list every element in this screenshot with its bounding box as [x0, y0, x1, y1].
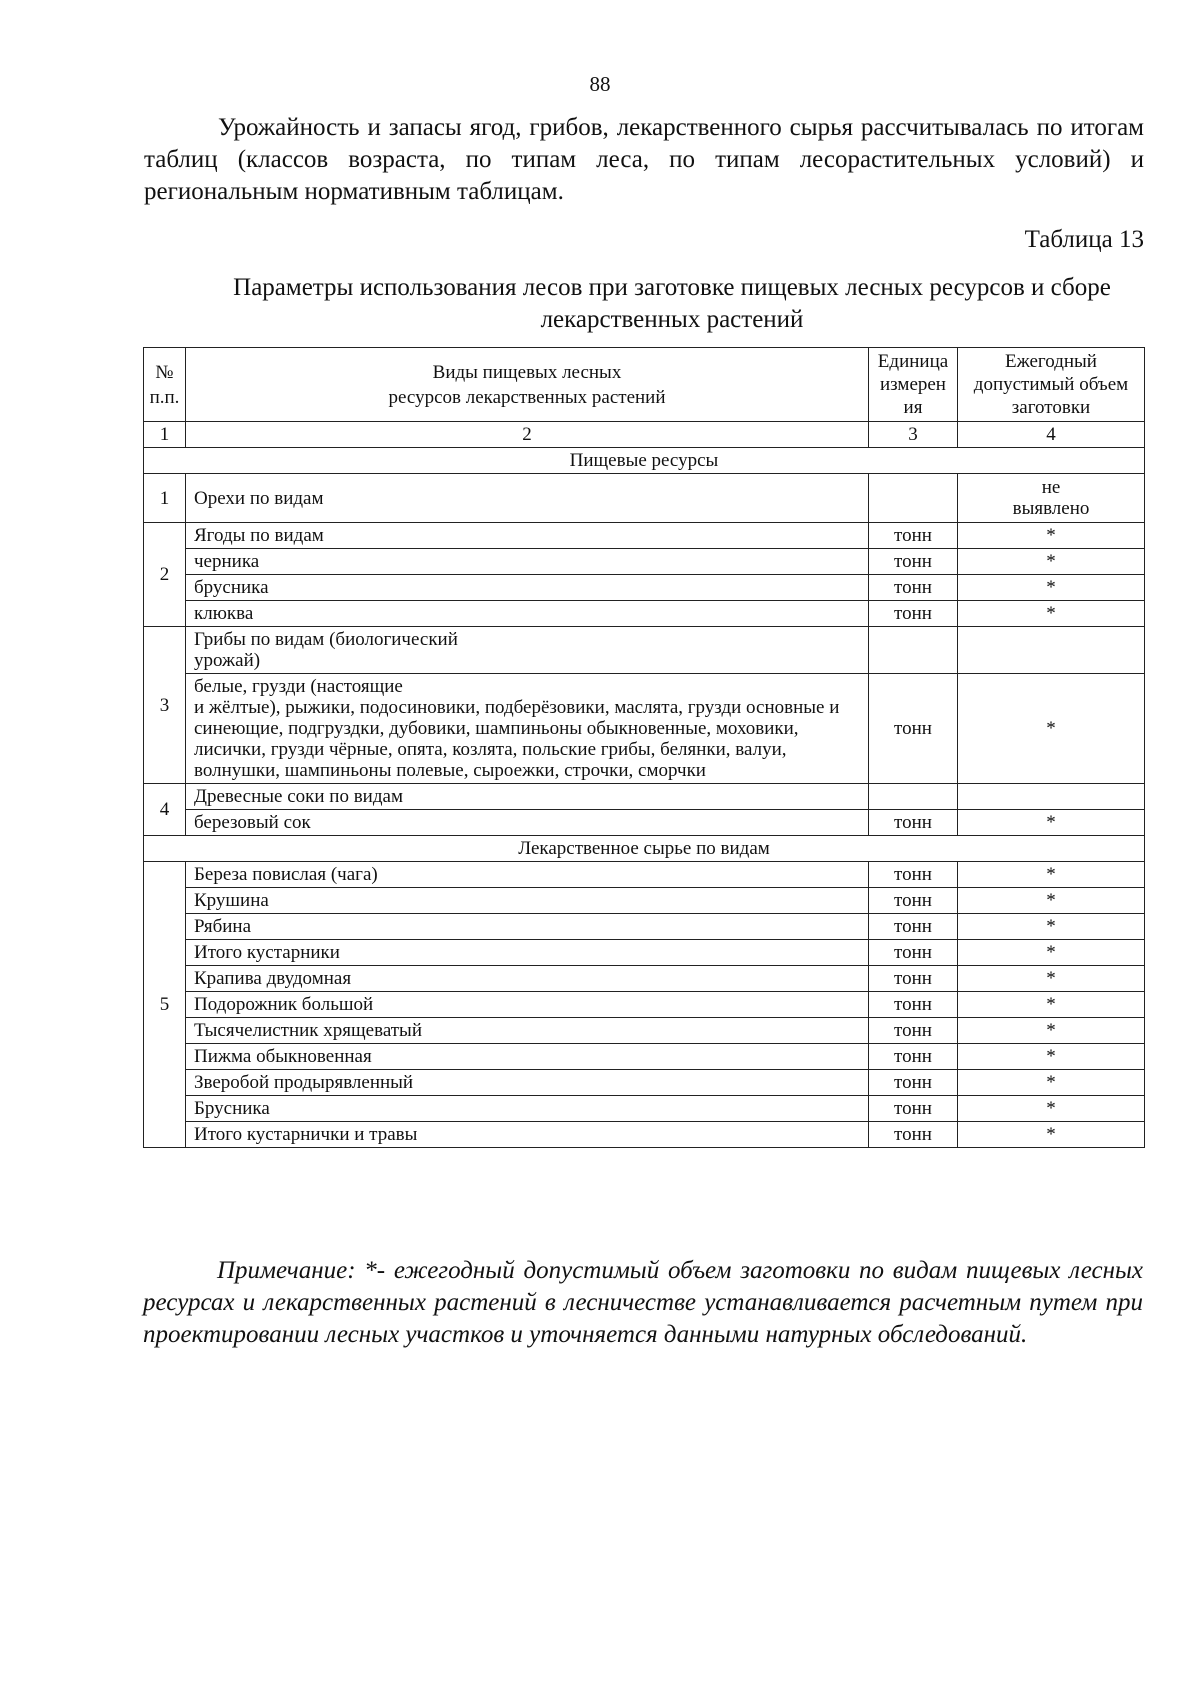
resource-unit: тонн: [869, 575, 958, 601]
table-title: Параметры использования лесов при заготовке пищевых лесных ресурсов и сборе лекарственных растений: [233, 274, 1111, 333]
resource-unit: тонн: [869, 1122, 958, 1148]
row-number: 5: [144, 862, 186, 1148]
page-number: 88: [589, 72, 611, 96]
resource-name: Тысячелистник хрящеватый: [186, 1018, 869, 1044]
resources-table: [143, 347, 1145, 1148]
table-header-row: [144, 348, 1145, 422]
table-row: [144, 914, 1145, 940]
resource-name: Грибы по видам (биологический урожай): [186, 627, 869, 674]
resource-name: черника: [186, 549, 869, 575]
resource-name: брусника: [186, 575, 869, 601]
resource-unit: тонн: [869, 1096, 958, 1122]
resource-name: Рябина: [186, 914, 869, 940]
table-row: [144, 1122, 1145, 1148]
column-number: 4: [958, 422, 1145, 448]
resource-unit: тонн: [869, 966, 958, 992]
row-number: 3: [144, 627, 186, 784]
column-number: 1: [144, 422, 186, 448]
resource-volume: [958, 784, 1145, 810]
resource-name: Брусника: [186, 1096, 869, 1122]
resource-unit: [869, 627, 958, 674]
resource-volume: не выявлено: [958, 474, 1145, 523]
resource-name: Пижма обыкновенная: [186, 1044, 869, 1070]
table-row: [144, 474, 1145, 523]
table-row: [144, 674, 1145, 784]
section-medicinal: Лекарственное сырье по видам: [144, 836, 1145, 862]
resource-volume: *: [958, 862, 1145, 888]
resource-unit: тонн: [869, 1070, 958, 1096]
resource-unit: тонн: [869, 601, 958, 627]
resource-unit: тонн: [869, 888, 958, 914]
resource-volume: *: [958, 549, 1145, 575]
section-row: [144, 448, 1145, 474]
table-row: [144, 862, 1145, 888]
resource-name: березовый сок: [186, 810, 869, 836]
resource-volume: *: [958, 810, 1145, 836]
table-row: [144, 784, 1145, 810]
table-row: [144, 627, 1145, 674]
resource-volume: *: [958, 601, 1145, 627]
row-number: 4: [144, 784, 186, 836]
resource-volume: *: [958, 966, 1145, 992]
row-number: 1: [144, 474, 186, 523]
table-row: [144, 992, 1145, 1018]
resource-unit: тонн: [869, 523, 958, 549]
resource-volume: *: [958, 914, 1145, 940]
resource-unit: тонн: [869, 810, 958, 836]
resource-unit: тонн: [869, 1018, 958, 1044]
resource-volume: *: [958, 575, 1145, 601]
resource-volume: *: [958, 1122, 1145, 1148]
column-number: 3: [869, 422, 958, 448]
table-row: [144, 810, 1145, 836]
resource-volume: *: [958, 940, 1145, 966]
resource-name: белые, грузди (настоящие и жёлтые), рыжики, подосиновики, подберёзовики, маслята, грузди основные и синеющие, подгруздки, дубовики, шампиньоны обыкновенные, моховики, лисички, грузди чёрные, опята, козлята, польские грибы, белянки, валуи, волнушки, шампиньоны полевые, сыроежки, строчки, сморчки: [186, 674, 869, 784]
resource-unit: тонн: [869, 1044, 958, 1070]
table-row: [144, 1070, 1145, 1096]
header-number: № п.п.: [144, 348, 186, 422]
resource-volume: *: [958, 1070, 1145, 1096]
table-row: [144, 888, 1145, 914]
table-row: [144, 1018, 1145, 1044]
table-row: [144, 1044, 1145, 1070]
resource-name: Крапива двудомная: [186, 966, 869, 992]
resource-unit: тонн: [869, 992, 958, 1018]
resource-volume: [958, 627, 1145, 674]
resource-name: Итого кустарнички и травы: [186, 1122, 869, 1148]
resource-name: Береза повислая (чага): [186, 862, 869, 888]
resource-name: Орехи по видам: [186, 474, 869, 523]
resource-unit: тонн: [869, 940, 958, 966]
column-numbers-row: [144, 422, 1145, 448]
resource-name: Зверобой продырявленный: [186, 1070, 869, 1096]
resource-unit: [869, 784, 958, 810]
resource-name: клюква: [186, 601, 869, 627]
table-row: [144, 940, 1145, 966]
table-row: [144, 966, 1145, 992]
resource-unit: тонн: [869, 914, 958, 940]
column-number: 2: [186, 422, 869, 448]
resource-name: Итого кустарники: [186, 940, 869, 966]
table-row: [144, 601, 1145, 627]
table-row: [144, 523, 1145, 549]
row-number: 2: [144, 523, 186, 627]
resource-volume: *: [958, 674, 1145, 784]
resource-name: Крушина: [186, 888, 869, 914]
section-row: [144, 836, 1145, 862]
resource-volume: *: [958, 888, 1145, 914]
header-unit: Единица измерен ия: [869, 348, 958, 422]
resource-unit: тонн: [869, 674, 958, 784]
resource-name: Древесные соки по видам: [186, 784, 869, 810]
resource-unit: тонн: [869, 549, 958, 575]
resource-unit: тонн: [869, 862, 958, 888]
resource-name: Ягоды по видам: [186, 523, 869, 549]
section-food: Пищевые ресурсы: [144, 448, 1145, 474]
table-label: Таблица 13: [1024, 226, 1144, 253]
intro-paragraph: Урожайность и запасы ягод, грибов, лекарственного сырья рассчитывалась по итогам таблиц (классов возраста, по типам леса, по типам лесорастительных условий) и региональным нормативным таблицам.: [144, 114, 1144, 205]
resource-volume: *: [958, 1018, 1145, 1044]
resource-unit: [869, 474, 958, 523]
footnote: Примечание: *- ежегодный допустимый объем заготовки по видам пищевых лесных ресурсах и лекарственных растений в лесничестве устанавливается расчетным путем при проектировании лесных участков и уточняется данными натурных обследований.: [143, 1257, 1143, 1348]
table-row: [144, 1096, 1145, 1122]
resource-volume: *: [958, 1044, 1145, 1070]
header-volume: Ежегодный допустимый объем заготовки: [958, 348, 1145, 422]
resource-volume: *: [958, 1096, 1145, 1122]
table-row: [144, 549, 1145, 575]
table-row: [144, 575, 1145, 601]
resource-name: Подорожник большой: [186, 992, 869, 1018]
header-types: Виды пищевых лесных ресурсов лекарственных растений: [186, 348, 869, 422]
resource-volume: *: [958, 523, 1145, 549]
resource-volume: *: [958, 992, 1145, 1018]
